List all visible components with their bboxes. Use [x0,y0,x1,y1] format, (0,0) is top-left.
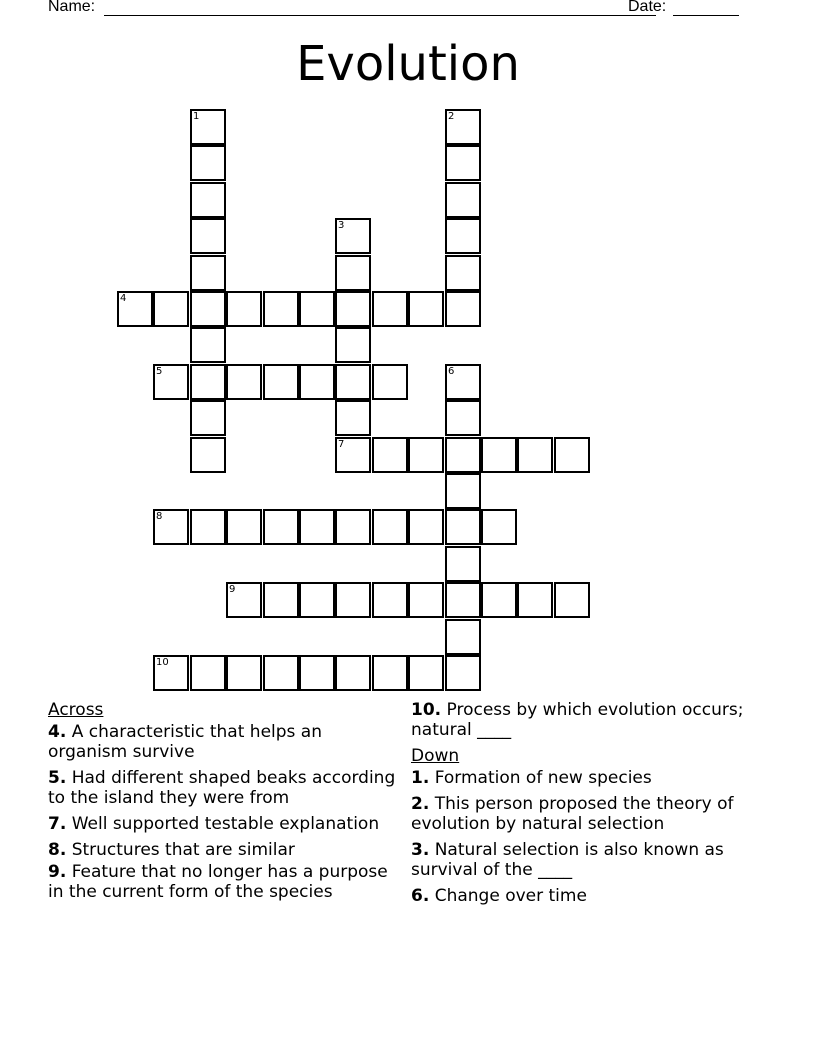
grid-cell[interactable] [190,218,226,254]
grid-cell[interactable] [554,437,590,473]
grid-cell[interactable] [481,437,517,473]
cell-number: 2 [448,111,455,122]
grid-cell[interactable] [153,291,189,327]
grid-cell[interactable] [445,291,481,327]
grid-cell[interactable] [445,546,481,582]
cell-number: 5 [156,366,163,377]
clue-down-1 [411,768,761,788]
clue-across-7 [48,814,404,834]
grid-cell[interactable] [226,364,262,400]
clue-number: 4. [48,722,67,742]
grid-cell[interactable] [190,327,226,363]
grid-cell-start-10[interactable] [153,655,189,691]
grid-cell[interactable] [190,437,226,473]
across-heading: Across [48,700,104,720]
grid-cell[interactable] [517,582,553,618]
cell-number: 8 [156,511,163,522]
clue-text: This person proposed the theory of evolution by natural selection [411,794,734,834]
grid-cell[interactable] [226,291,262,327]
clue-number: 6. [411,886,430,906]
clue-text: Had different shaped beaks according to the island they were from [48,768,396,808]
clue-across-9 [48,862,404,902]
grid-cell[interactable] [190,364,226,400]
clue-text: A characteristic that helps an organism survive [48,722,322,762]
grid-cell[interactable] [554,582,590,618]
clue-text: Natural selection is also known as survival of the ____ [411,840,724,880]
clue-text: Change over time [434,886,587,906]
clue-number: 9. [48,862,67,882]
grid-cell[interactable] [445,182,481,218]
grid-cell[interactable] [299,291,335,327]
grid-cell-start-5[interactable] [153,364,189,400]
grid-cell-start-6[interactable] [445,364,481,400]
clues-left-column [48,700,404,908]
clue-across-5 [48,768,404,808]
grid-cell[interactable] [372,655,408,691]
clue-across-10 [411,700,761,740]
grid-cell[interactable] [190,291,226,327]
date-label: Date: [628,0,667,15]
grid-cell[interactable] [335,655,371,691]
grid-cell-start-2[interactable] [445,109,481,145]
grid-cell[interactable] [372,437,408,473]
grid-cell[interactable] [226,509,262,545]
clue-down-2 [411,794,761,834]
grid-cell-start-8[interactable] [153,509,189,545]
grid-cell[interactable] [335,509,371,545]
cell-number: 3 [338,220,345,231]
grid-cell[interactable] [335,364,371,400]
clue-text: Process by which evolution occurs; natural ____ [411,700,744,740]
clue-down-3 [411,840,761,880]
grid-cell-start-4[interactable] [117,291,153,327]
clue-across-4 [48,722,404,762]
cell-number: 7 [338,439,345,450]
grid-cell-start-1[interactable] [190,109,226,145]
grid-cell[interactable] [445,218,481,254]
grid-cell[interactable] [190,509,226,545]
grid-cell[interactable] [263,509,299,545]
down-heading: Down [411,746,460,766]
grid-cell[interactable] [190,145,226,181]
cell-number: 4 [120,293,127,304]
clue-text: Structures that are similar [71,840,295,860]
grid-cell[interactable] [372,291,408,327]
grid-cell[interactable] [372,582,408,618]
cell-number: 10 [156,657,169,668]
grid-cell[interactable] [445,582,481,618]
clue-number: 3. [411,840,430,860]
grid-cell[interactable] [445,509,481,545]
clue-text: Well supported testable explanation [71,814,380,834]
grid-cell-start-3[interactable] [335,218,371,254]
grid-cell[interactable] [263,291,299,327]
clue-number: 10. [411,700,442,720]
grid-cell[interactable] [190,255,226,291]
grid-cell[interactable] [226,655,262,691]
grid-cell-start-9[interactable] [226,582,262,618]
grid-cell[interactable] [335,327,371,363]
cell-number: 9 [229,584,236,595]
grid-cell[interactable] [335,255,371,291]
clue-across-8 [48,840,404,860]
grid-cell[interactable] [481,582,517,618]
grid-cell[interactable] [263,655,299,691]
name-label: Name: [48,0,96,15]
grid-cell[interactable] [299,582,335,618]
grid-cell[interactable] [481,509,517,545]
clue-text: Formation of new species [434,768,652,788]
grid-cell[interactable] [335,400,371,436]
grid-cell[interactable] [263,364,299,400]
grid-cell[interactable] [445,145,481,181]
grid-cell[interactable] [445,437,481,473]
grid-cell[interactable] [335,582,371,618]
cell-number: 6 [448,366,455,377]
puzzle-title: Evolution [296,36,520,92]
clues-right-column [411,700,761,912]
grid-cell[interactable] [408,582,444,618]
grid-cell[interactable] [408,437,444,473]
grid-cell[interactable] [408,509,444,545]
clue-number: 8. [48,840,67,860]
grid-cell[interactable] [190,400,226,436]
clue-number: 5. [48,768,67,788]
grid-cell[interactable] [372,364,408,400]
grid-cell[interactable] [408,655,444,691]
clue-number: 1. [411,768,430,788]
grid-cell[interactable] [299,655,335,691]
cell-number: 1 [193,111,200,122]
grid-cell[interactable] [299,509,335,545]
grid-cell[interactable] [445,400,481,436]
clue-number: 7. [48,814,67,834]
grid-cell[interactable] [263,582,299,618]
grid-cell[interactable] [190,182,226,218]
clue-number: 2. [411,794,430,814]
grid-cell[interactable] [335,291,371,327]
grid-cell[interactable] [372,509,408,545]
grid-cell-start-7[interactable] [335,437,371,473]
grid-cell[interactable] [445,255,481,291]
grid-cell[interactable] [299,364,335,400]
grid-cell[interactable] [517,437,553,473]
clue-down-6 [411,886,761,906]
grid-cell[interactable] [408,291,444,327]
grid-cell[interactable] [190,655,226,691]
grid-cell[interactable] [445,473,481,509]
grid-cell[interactable] [445,619,481,655]
clue-text: Feature that no longer has a purpose in the current form of the species [48,862,388,902]
grid-cell[interactable] [445,655,481,691]
